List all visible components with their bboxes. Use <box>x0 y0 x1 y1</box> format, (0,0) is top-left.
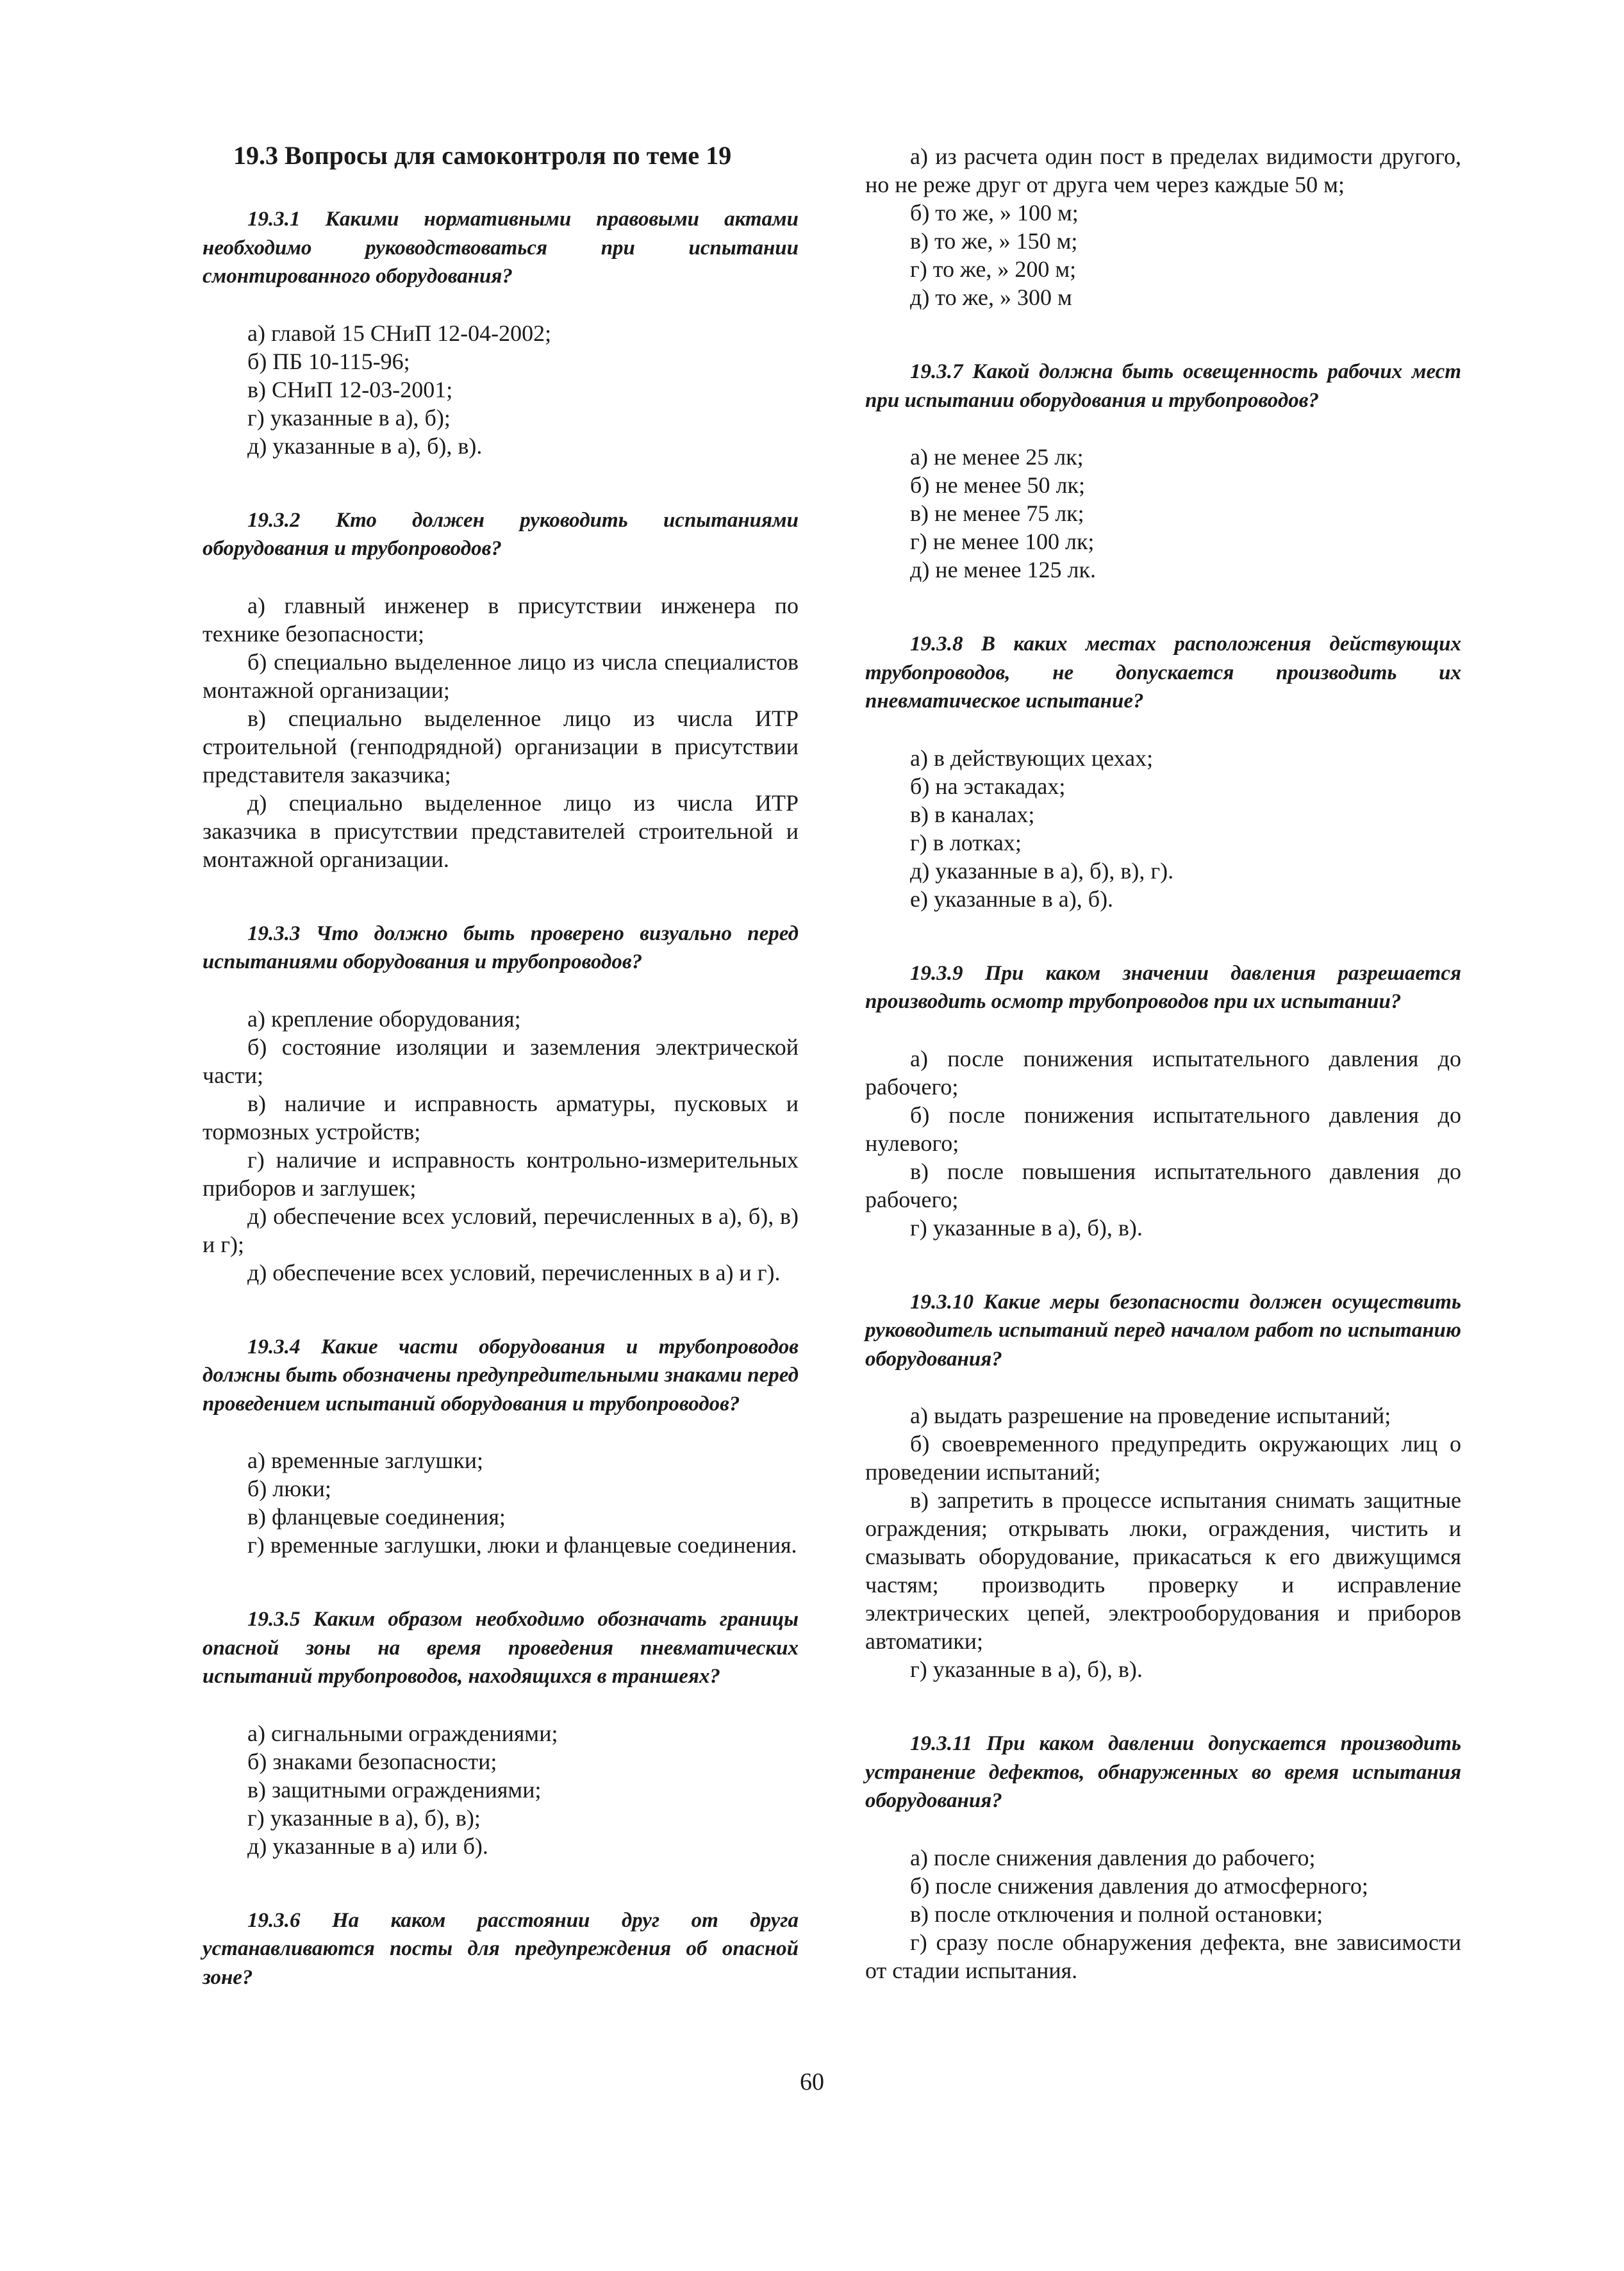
answer-option: а) крепление оборудования; <box>247 1005 521 1032</box>
answer-option: б) знаками безопасности; <box>247 1748 497 1774</box>
answer-option: б) специально выделенное лицо из числа специалистов монтажной организации; <box>203 648 799 703</box>
answer-option: г) в лотках; <box>910 829 1022 855</box>
answer-option: д) обеспечение всех условий, перечисленных в а) и г). <box>247 1259 781 1285</box>
question-9: 19.3.9 При каком значении давления разрешается производить осмотр трубопроводов при их испытании? <box>865 961 1461 1013</box>
answer-option: в) защитными ограждениями; <box>247 1776 542 1803</box>
page-number: 60 <box>800 2069 824 2095</box>
answer-option: а) временные заглушки; <box>247 1448 483 1473</box>
answer-option: а) в действующих цехах; <box>910 745 1154 771</box>
question-2: 19.3.2 Кто должен руководить испытаниями оборудования и трубопроводов? <box>203 508 799 560</box>
answers-6 <box>865 142 1461 311</box>
answer-option: а) сигнальными ограждениями; <box>247 1720 558 1746</box>
question-3: 19.3.3 Что должно быть проверено визуально перед испытаниями оборудования и трубопроводов? <box>203 921 799 973</box>
question-6: 19.3.6 На каком расстоянии друг от друга устанавливаются посты для предупреждения об опасной зоне? <box>203 1908 799 1989</box>
answers-11 <box>865 1844 1461 1985</box>
answer-option: а) главой 15 СНиП 12-04-2002; <box>247 320 552 346</box>
left-column <box>203 140 799 2020</box>
answer-option: в) фланцевые соединения; <box>247 1504 506 1530</box>
answer-option: в) то же, » 150 м; <box>910 228 1078 254</box>
answer-option: б) состояние изоляции и заземления электрической части; <box>203 1034 799 1088</box>
right-column <box>865 142 1461 1985</box>
answer-option: б) люки; <box>247 1476 331 1501</box>
answer-option: а) не менее 25 лк; <box>910 444 1084 470</box>
answer-option: б) на эстакадах; <box>910 773 1066 799</box>
section-title: 19.3 Вопросы для самоконтроля по теме 19 <box>233 141 732 170</box>
answers-5 <box>203 1719 799 1860</box>
answer-option: д) специально выделенное лицо из числа ИТР заказчика в присутствии представителей строительной и монтажной организации. <box>203 789 799 872</box>
answer-option: б) после снижения давления до атмосферного; <box>910 1872 1368 1899</box>
answers-1 <box>203 319 799 460</box>
answers-9 <box>865 1045 1461 1242</box>
answer-option: г) наличие и исправность контрольно-измерительных приборов и заглушек; <box>203 1146 799 1201</box>
answer-option: г) то же, » 200 м; <box>910 256 1077 282</box>
question-1: 19.3.1 Какими нормативными правовыми актами необходимо руководствоваться при испытании смонтированного оборудования? <box>203 208 799 288</box>
answer-option: д) не менее 125 лк. <box>910 557 1096 582</box>
answer-option: а) из расчета один пост в пределах видимости другого, но не реже друг от друга чем через каждые 50 м; <box>865 144 1461 197</box>
answer-option: г) указанные в а), б), в). <box>910 1656 1143 1682</box>
answers-8 <box>865 744 1461 913</box>
answers-10 <box>865 1401 1461 1683</box>
question-7: 19.3.7 Какой должна быть освещенность рабочих мест при испытании оборудования и трубопроводов? <box>865 360 1461 412</box>
answers-4 <box>203 1446 799 1559</box>
answer-option: а) главный инженер в присутствии инженера по технике безопасности; <box>203 592 799 647</box>
answer-option: в) СНиП 12-03-2001; <box>247 376 453 402</box>
answer-option: д) то же, » 300 м <box>910 285 1072 310</box>
answer-option: а) выдать разрешение на проведение испытаний; <box>910 1403 1391 1428</box>
answer-option: в) в каналах; <box>910 801 1035 827</box>
question-10: 19.3.10 Какие меры безопасности должен осуществить руководитель испытаний перед началом работ по испытанию оборудования? <box>865 1290 1461 1371</box>
question-8: 19.3.8 В каких местах расположения действующих трубопроводов, не допускается производить их пневматическое испытание? <box>865 632 1461 713</box>
answer-option: д) указанные в а), б), в), г). <box>910 857 1174 884</box>
answer-option: г) указанные в а), б), в); <box>247 1804 481 1831</box>
question-5: 19.3.5 Каким образом необходимо обозначать границы опасной зоны на время проведения пневматических испытаний трубопроводов, находящихся в траншеях? <box>203 1608 799 1688</box>
answer-option: в) после отключения и полной остановки; <box>910 1901 1323 1927</box>
answer-option: в) специально выделенное лицо из числа ИТР строительной (генподрядной) организации в присутствии представителя заказчика; <box>203 705 799 788</box>
answer-option: а) после понижения испытательного давления до рабочего; <box>865 1045 1461 1100</box>
answer-option: б) не менее 50 лк; <box>910 472 1085 498</box>
answers-2 <box>203 591 799 873</box>
answer-option: б) то же, » 100 м; <box>910 200 1079 226</box>
answer-option: д) обеспечение всех условий, перечисленных в а), б), в) и г); <box>203 1203 799 1257</box>
answer-option: в) не менее 75 лк; <box>910 500 1084 526</box>
answers-7 <box>865 443 1461 584</box>
answer-option: г) указанные в а), б); <box>247 404 451 431</box>
answer-option: б) своевременного предупредить окружающих лиц о проведении испытаний; <box>865 1431 1461 1485</box>
answer-option: д) указанные в а) или б). <box>247 1833 488 1859</box>
question-4: 19.3.4 Какие части оборудования и трубопроводов должны быть обозначены предупредительными знаками перед проведением испытаний оборудования и трубопроводов? <box>203 1335 799 1416</box>
question-11: 19.3.11 При каком давлении допускается производить устранение дефектов, обнаруженных во время испытания оборудования? <box>865 1732 1461 1812</box>
answer-option: д) указанные в а), б), в). <box>247 433 483 459</box>
answer-option: г) указанные в а), б), в). <box>910 1214 1143 1241</box>
answers-3 <box>203 1005 799 1287</box>
answer-option: в) запретить в процессе испытания снимать защитные ограждения; открывать люки, ограждения, чистить и смазывать оборудование, прикасаться к его движущимся частям; производить проверку и исправление электрических цепей, электрооборудования и приборов автоматики; <box>865 1487 1461 1654</box>
answer-option: б) ПБ 10-115-96; <box>247 348 410 374</box>
answer-option: г) временные заглушки, люки и фланцевые соединения. <box>247 1532 797 1558</box>
answer-option: б) после понижения испытательного давления до нулевого; <box>865 1102 1461 1156</box>
answer-option: в) наличие и исправность арматуры, пусковых и тормозных устройств; <box>203 1090 799 1144</box>
answer-option: в) после повышения испытательного давления до рабочего; <box>865 1158 1461 1212</box>
answer-option: г) не менее 100 лк; <box>910 529 1095 554</box>
answer-option: е) указанные в а), б). <box>910 886 1114 912</box>
answer-option: г) сразу после обнаружения дефекта, вне зависимости от стадии испытания. <box>865 1929 1461 1983</box>
answer-option: а) после снижения давления до рабочего; <box>910 1844 1316 1870</box>
